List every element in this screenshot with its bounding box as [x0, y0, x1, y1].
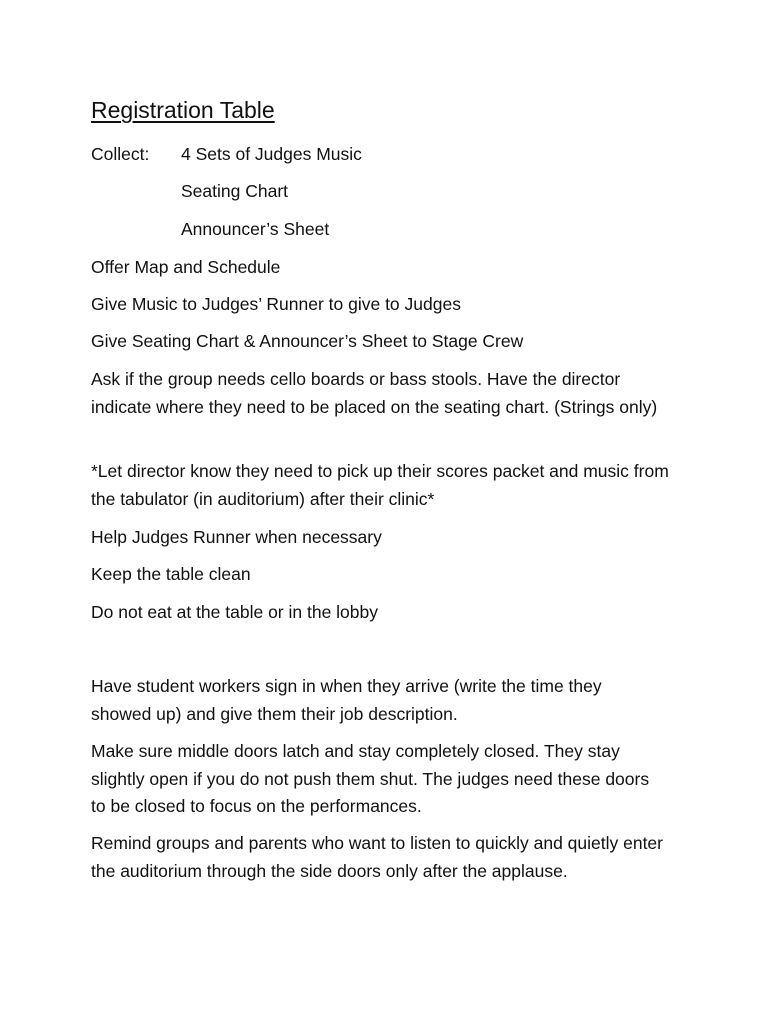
additional-paragraph: Make sure middle doors latch and stay completely closed. They stay slightly open if you do not push them shut. The judges need these doors to be closed to focus on the performances.	[91, 741, 650, 816]
collect-item: 4 Sets of Judges Music	[181, 144, 362, 164]
instruction-line: Give Seating Chart & Announcer’s Sheet to Stage Crew	[91, 331, 524, 351]
collect-item: Announcer’s Sheet	[181, 219, 330, 239]
additional-paragraph: Remind groups and parents who want to listen to quickly and quietly enter the auditorium through the side doors only after the applause.	[91, 833, 663, 881]
instruction-line: Do not eat at the table or in the lobby	[91, 602, 378, 622]
instruction-line: Offer Map and Schedule	[91, 257, 281, 277]
instruction-paragraph: Ask if the group needs cello boards or bass stools. Have the director indicate where they need to be placed on the seating chart. (Strings only)	[91, 369, 658, 417]
collect-item: Seating Chart	[181, 181, 289, 201]
additional-paragraph: Have student workers sign in when they arrive (write the time they showed up) and give them their job description.	[91, 676, 602, 724]
collect-label: Collect:	[91, 144, 150, 164]
instruction-line: Keep the table clean	[91, 564, 251, 584]
instruction-line: Help Judges Runner when necessary	[91, 527, 382, 547]
page-title: Registration Table	[91, 97, 275, 123]
instruction-paragraph: *Let director know they need to pick up their scores packet and music from the tabulator (in auditorium) after their clinic*	[91, 461, 669, 509]
instruction-line: Give Music to Judges’ Runner to give to Judges	[91, 294, 461, 314]
